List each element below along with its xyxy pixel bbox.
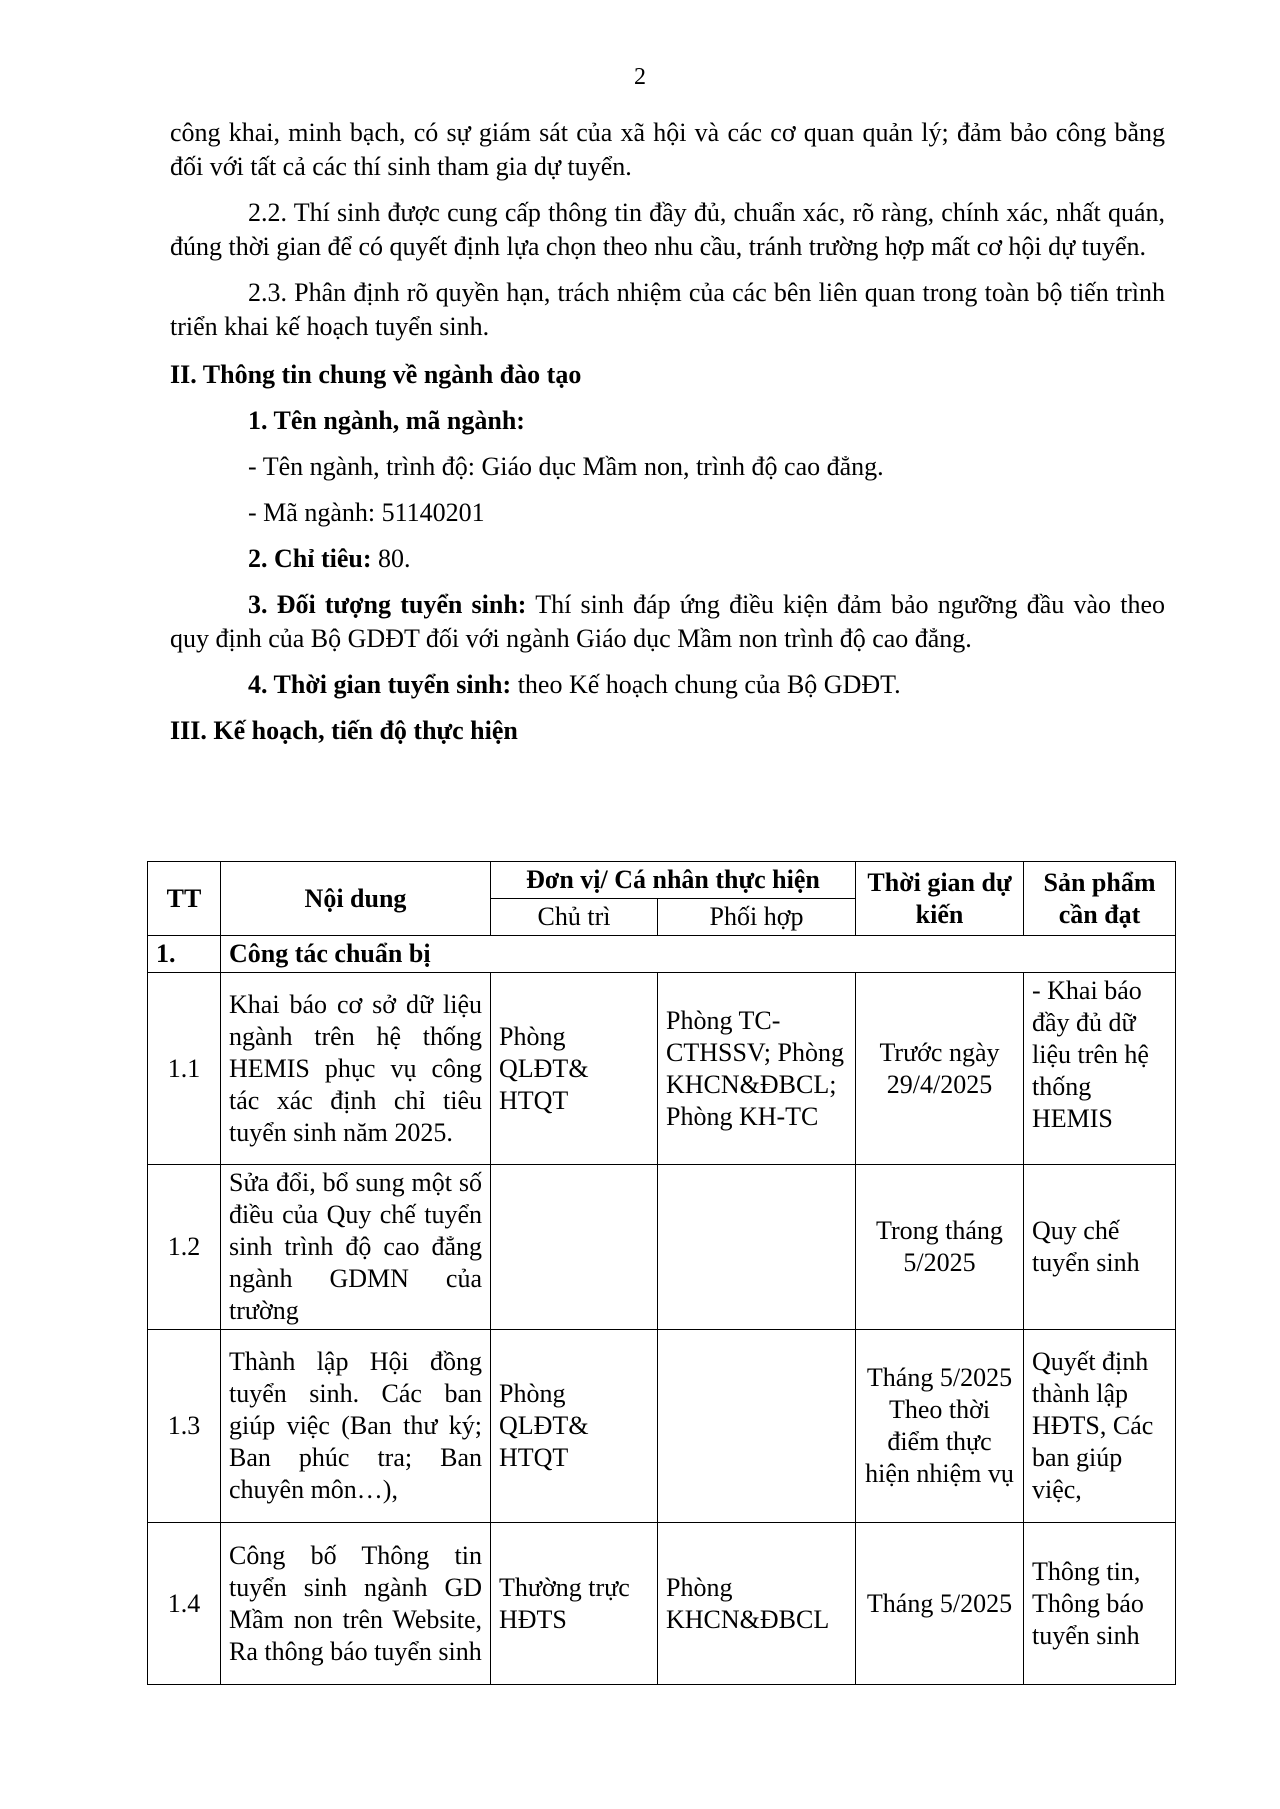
row-content: Công bố Thông tin tuyển sinh ngành GD Mầm non trên Website, Ra thông báo tuyển sinh xyxy=(221,1523,491,1685)
row-content: Thành lập Hội đồng tuyển sinh. Các ban giúp việc (Ban thư ký; Ban phúc tra; Ban chuyên môn…), xyxy=(221,1330,491,1523)
row-product: - Khai báo đầy đủ dữ liệu trên hệ thống HEMIS xyxy=(1024,973,1176,1165)
section-2-heading: II. Thông tin chung về ngành đào tạo xyxy=(170,360,582,389)
header-tt: TT xyxy=(148,862,221,936)
row-coop xyxy=(658,1330,856,1523)
row-product: Quy chế tuyển sinh xyxy=(1024,1165,1176,1330)
paragraph-2-3: 2.3. Phân định rõ quyền hạn, trách nhiệm của các bên liên quan trong toàn bộ tiến trình triển khai kế hoạch tuyển sinh. xyxy=(170,278,1165,341)
table-row xyxy=(148,1330,1176,1523)
row-lead: Phòng QLĐT& HTQT xyxy=(491,973,658,1165)
paragraph-2-2: 2.2. Thí sinh được cung cấp thông tin đầy đủ, chuẩn xác, rõ ràng, chính xác, nhất quán, đúng thời gian để có quyết định lựa chọn theo nhu cầu, tránh trường hợp mất cơ hội dự tuyển. xyxy=(170,198,1165,261)
row-tt: 1.3 xyxy=(148,1330,221,1523)
header-content: Nội dung xyxy=(221,862,491,936)
row-content: Sửa đổi, bổ sung một số điều của Quy chế tuyển sinh trình độ cao đẳng ngành GDMN của trường xyxy=(221,1165,491,1330)
table-row xyxy=(148,973,1176,1165)
quota-line xyxy=(170,542,1165,576)
header-time: Thời gian dự kiến xyxy=(856,862,1024,936)
target-value: Thí sinh đáp ứng điều kiện đảm bảo ngưỡng đầu vào theo quy định của Bộ GDĐT đối với ngành Giáo dục Mầm non trình độ cao đẳng. xyxy=(170,590,1166,653)
table-row xyxy=(148,1165,1176,1330)
row-time: Tháng 5/2025 xyxy=(856,1523,1024,1685)
section-3-heading: III. Kế hoạch, tiến độ thực hiện xyxy=(170,716,518,745)
row-time: Trong tháng 5/2025 xyxy=(856,1165,1024,1330)
row-time: Tháng 5/2025 Theo thời điểm thực hiện nhiệm vụ xyxy=(856,1330,1024,1523)
quota-label: 2. Chỉ tiêu: xyxy=(248,544,372,573)
plan-table xyxy=(147,861,1176,1685)
row-coop xyxy=(658,1165,856,1330)
major-code-line: - Mã ngành: 51140201 xyxy=(248,498,485,527)
row-time: Trước ngày 29/4/2025 xyxy=(856,973,1024,1165)
table-row xyxy=(148,1523,1176,1685)
target-line xyxy=(170,588,1165,656)
row-lead: Phòng QLĐT& HTQT xyxy=(491,1330,658,1523)
row-product: Quyết định thành lập HĐTS, Các ban giúp việc, xyxy=(1024,1330,1176,1523)
row-coop: Phòng TC-CTHSSV; Phòng KHCN&ĐBCL; Phòng KH-TC xyxy=(658,973,856,1165)
quota-value: 80. xyxy=(371,544,411,573)
group-tt: 1. xyxy=(148,936,221,973)
header-unit: Đơn vị/ Cá nhân thực hiện xyxy=(491,862,856,899)
row-tt: 1.1 xyxy=(148,973,221,1165)
time-label: 4. Thời gian tuyển sinh: xyxy=(248,670,512,699)
header-coop: Phối hợp xyxy=(658,899,856,936)
item-1-heading: 1. Tên ngành, mã ngành: xyxy=(248,406,525,435)
row-coop: Phòng KHCN&ĐBCL xyxy=(658,1523,856,1685)
header-product: Sản phẩm cần đạt xyxy=(1024,862,1176,936)
document-body xyxy=(170,116,1165,756)
target-label: 3. Đối tượng tuyển sinh: xyxy=(248,590,527,619)
major-name-line: - Tên ngành, trình độ: Giáo dục Mầm non, trình độ cao đẳng. xyxy=(248,452,884,481)
time-line xyxy=(170,668,1165,702)
row-product: Thông tin, Thông báo tuyển sinh xyxy=(1024,1523,1176,1685)
page-number: 2 xyxy=(634,64,646,90)
row-tt: 1.2 xyxy=(148,1165,221,1330)
row-lead: Thường trực HĐTS xyxy=(491,1523,658,1685)
paragraph-1: công khai, minh bạch, có sự giám sát của xã hội và các cơ quan quản lý; đảm bảo công bằng đối với tất cả các thí sinh tham gia dự tuyển. xyxy=(170,118,1165,181)
group-title: Công tác chuẩn bị xyxy=(221,936,1176,973)
table-header-row-1 xyxy=(148,862,1176,899)
row-content: Khai báo cơ sở dữ liệu ngành trên hệ thống HEMIS phục vụ công tác xác định chỉ tiêu tuyển sinh năm 2025. xyxy=(221,973,491,1165)
row-tt: 1.4 xyxy=(148,1523,221,1685)
header-lead: Chủ trì xyxy=(491,899,658,936)
time-value: theo Kế hoạch chung của Bộ GDĐT. xyxy=(511,670,901,699)
row-lead xyxy=(491,1165,658,1330)
table-group-row xyxy=(148,936,1176,973)
